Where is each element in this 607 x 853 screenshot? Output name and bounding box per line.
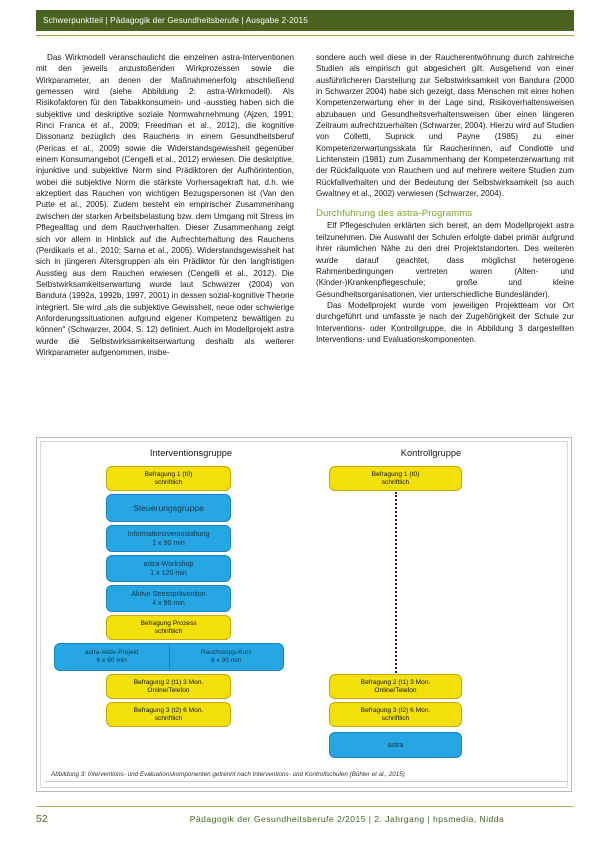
ig-node-befragung-prozess-line2: schriftlich — [154, 627, 183, 635]
page-footer — [36, 810, 574, 828]
control-group-title: Kontrollgruppe — [400, 448, 462, 458]
cg-node-astra[interactable] — [329, 732, 462, 758]
ig-node-astra-aktiv-projekt-line2: 6 x 90 min — [96, 657, 127, 664]
caption-divider — [45, 781, 567, 782]
ig-node-aktive-stresspraevention[interactable] — [106, 585, 231, 612]
ig-node-befragung-prozess-line1: Befragung Prozess — [140, 619, 197, 627]
running-head-bar — [36, 10, 574, 31]
cg-node-befragung-1[interactable] — [329, 466, 462, 491]
ig-node-steuerungsgruppe-line1: Steuerungsgruppe — [133, 502, 204, 513]
control-group-dotted-connector — [395, 492, 397, 673]
ig-node-befragung-3-line2: schriftlich — [154, 714, 183, 722]
ig-node-astra-aktiv-projekt-line1: astra-Aktiv-Projekt — [84, 649, 139, 657]
ig-node-befragung-1[interactable] — [106, 466, 231, 491]
figure-3-container — [36, 437, 572, 792]
ig-node-befragung-1-line2: schriftlich — [154, 478, 183, 486]
ig-node-befragung-prozess[interactable] — [106, 615, 231, 640]
ig-node-befragung-3-line1: Befragung 3 (t2) 6 Mon. — [133, 706, 204, 714]
figure-inner-frame — [40, 441, 568, 788]
cg-node-befragung-3-line2: schriftlich — [381, 714, 410, 722]
ig-node-befragung-2-line2: Online/Telefon — [147, 686, 190, 694]
ig-node-astra-aktiv-projekt[interactable] — [55, 644, 169, 670]
ig-node-rauchstopp-kurs-line1: Rauchstopp-Kurs — [200, 649, 252, 657]
ig-node-rauchstopp-kurs-line2: 6 x 90 min — [211, 657, 242, 664]
ig-node-befragung-2-line1: Befragung 2 (t1) 3 Mon. — [133, 678, 204, 686]
cg-node-befragung-2-line1: Befragung 2 (t1) 3 Mon. — [360, 678, 431, 686]
figure-caption: Abbildung 3: Interventions- und Evaluationskomponenten getrennt nach Interventions- und Kontrollschulen (Bühler et al., 2015) — [51, 771, 405, 778]
cg-node-befragung-3[interactable] — [329, 702, 462, 727]
ig-node-befragung-2[interactable] — [106, 674, 231, 699]
ig-node-informationsveranstaltung[interactable] — [106, 525, 231, 552]
right-paragraph-2: Elf Pflegeschulen erklärten sich bereit, an dem Modellprojekt astra teilzunehmen. Die Auswahl der Schulen erfolgte dabei primär aufgrund ihrer räumlichen Nähe zu den drei Projektstandorten. Des weiteren wurde darauf geachtet, dass möglichst heterogene Rahmenbedingungen vertreten waren (Alten- und (Kinder-)Krankenpflegeschule; große und kleine Gesundheitsorganisationen, vier unterschiedliche Bundesländer). — [316, 221, 574, 299]
intervention-group-title: Interventionsgruppe — [149, 448, 233, 458]
footer-text: Pädagogik der Gesundheitsberufe 2/2015 | 2. Jahrgang | hpsmedia, Nidda — [189, 814, 505, 824]
cg-node-befragung-2-line2: Online/Telefon — [374, 686, 417, 694]
cg-node-befragung-3-line1: Befragung 3 (t2) 6 Mon. — [360, 706, 431, 714]
ig-node-astra-workshop-line2: 1 x 120 min — [150, 568, 187, 577]
right-paragraph-1: sondere auch weil diese in der Raucherentwöhnung durch zahlreiche Studien als empirisch gut abgesichert gilt. Ausgehend von einer ausführlicheren Darstellung zur Selbstwirksamkeit von Bandura (2000 in Schwarzer 2004) habe sich gezeigt, dass Menschen mit einer hohen Kompetenzerwartung eher in der Lage sind, Risikoverhaltensweisen abzubauen und Gesundheitsverhaltensweisen über einen längeren Zeitraum aufrechtzuerhalten (Schwarzer, 2004). Hierzu wird auf Studien von Colletti, Supnick und Payne (1985) zu einer Kompetenzerwartungsskala für Raucherinnen, auf Condiotte und Lichtenstein (1981) zum Zusammenhang der Kompetenzerwartung mit der Rückfallquote von Rauchern und auf mehrere weitere Studien zum Rückfallverhalten und der Bedeutung der Selbstwirksamkeit (so auch Gwaltney et al., 2002) verwiesen (Schwarzer, 2004). — [316, 53, 574, 199]
right-column — [316, 52, 574, 358]
ig-node-astra-workshop-line1: astra-Workshop — [143, 560, 194, 569]
footer-divider — [36, 806, 574, 807]
ig-node-aktive-stresspraevention-line1: Aktive Stressprävention — [131, 590, 206, 599]
ig-node-rauchstopp-kurs[interactable] — [169, 644, 284, 670]
cg-node-befragung-2[interactable] — [329, 674, 462, 699]
ig-node-informationsveranstaltung-line2: 1 x 90 min — [152, 538, 185, 547]
article-body — [36, 52, 574, 358]
ig-node-split-projects[interactable] — [54, 643, 284, 671]
header-divider — [36, 35, 574, 36]
ig-node-aktive-stresspraevention-line2: 4 x 90 min — [152, 598, 185, 607]
ig-node-steuerungsgruppe[interactable] — [106, 494, 231, 522]
left-paragraph-1: Das Wirkmodell veranschaulicht die einzelnen astra-Interventionen mit den jeweils anzustoßenden Wirkprozessen sowie die Wirkparameter, an denen der Maßnahmenerfolg abschließend gemessen wird (siehe Abbildung 2: astra-Wirkmodell). Als Risikofaktoren für den Tabakkonsumein- und -ausstieg haben sich die subjektive und deskriptive soziale Normwahrnehmung (Ajzen, 1991; Rinci Franca et al., 2009; Freedman et al., 2012), die kognitive Dissonanz bezüglich des Rauchens in einem Gesundheitsberuf (Pericas et al., 2009) sowie die Widerstandsgewissheit gegenüber einem Konsumangebot (Cengelli et al., 2012) erwiesen. Die deskriptive, injunktive und subjektive Norm sind Prädiktoren der Aufhörintention, wobei die subjektive Norm die stärkste Vorhersagekraft hat, d.h. wie akzeptiert das Rauchen von wichtigen Bezugspersonen ist (Van den Putte et al., 2005). Zudem besteht ein empirischer Zusammenhang zwischen der starken Arbeitsbelastung bzw. dem Umgang mit Stress im Pflegealltag und dem Rauchverhalten. Dieser Zusammenhang zeigt sich vor allem in Hinblick auf die Aufrechterhaltung des Rauchens (Perdikaris et al., 2010; Sarna et al., 2005). Widerstandsgewissheit hat sich in jüngeren Altersgruppen als ein Prädiktor für den langfristigen Ausstieg aus dem Rauchen erwiesen (Cengelli et al., 2012). Die Selbstwirksamkeitserwartung wurde laut Schwarzer (2004) von Bandura (1992a, 1992b, 1997, 2001) in dessen sozial-kognitive Theorie integriert. Sie wird „als die subjektive Gewissheit, neue oder schwierige Anforderungssituationen aufgrund eigener Kompetenz bewältigen zu können" (Schwarzer, 2004, S. 12) definiert. Auch im Modellprojekt astra wurde die Selbstwirksamkeitserwartung deshalb als weiterer Wirkparameter aufgenommen, insbe- — [36, 53, 294, 357]
ig-node-befragung-1-line1: Befragung 1 (t0) — [144, 470, 193, 478]
cg-node-befragung-1-line1: Befragung 1 (t0) — [371, 470, 420, 478]
ig-node-befragung-3[interactable] — [106, 702, 231, 727]
ig-node-informationsveranstaltung-line1: Informationsveranstaltung — [127, 530, 210, 539]
right-paragraph-3: Das Modellprojekt wurde vom jeweiligen Projektteam vor Ort durchgeführt und umfasste je nach der Zugehörigkeit der Schule zur Interventions- oder Kontrollgruppe, die in Abbildung 3 dargestellten Interventions- und Evaluationskomponenten. — [316, 300, 574, 344]
cg-node-befragung-1-line2: schriftlich — [381, 478, 410, 486]
cg-node-astra-line1: astra — [387, 740, 404, 749]
ig-node-astra-workshop[interactable] — [106, 555, 231, 582]
left-column — [36, 52, 294, 358]
running-head-text: Schwerpunktteil | Pädagogik der Gesundheitsberufe | Ausgabe 2-2015 — [43, 16, 308, 25]
page-number: 52 — [36, 813, 48, 825]
section-heading: Durchführung des astra-Programms — [316, 208, 473, 220]
